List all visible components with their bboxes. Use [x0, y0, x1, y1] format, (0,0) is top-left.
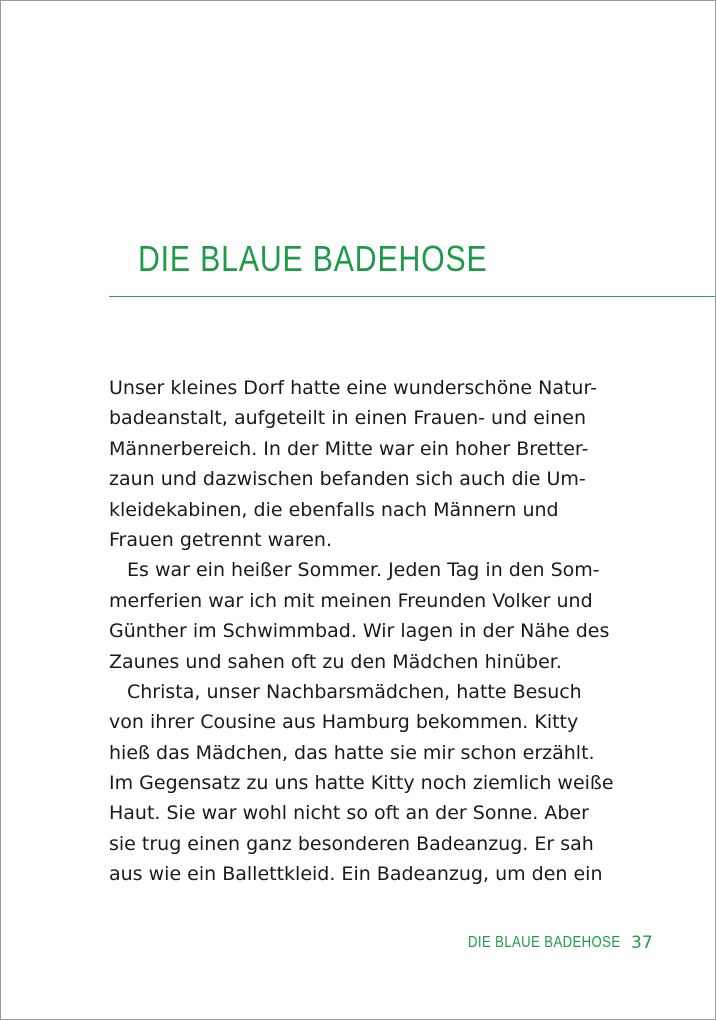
text-line: badeanstalt, aufgeteilt in einen Frauen- und einen	[109, 407, 586, 430]
text-line: Es war ein heißer Sommer. Jeden Tag in den Som-	[127, 559, 600, 582]
title-divider	[109, 296, 715, 297]
text-line: kleidekabinen, die ebenfalls nach Männern und	[109, 498, 559, 521]
text-line: Männerbereich. In der Mitte war ein hoher Bretter-	[109, 437, 589, 460]
body-text	[109, 373, 614, 890]
text-line: Zaunes und sahen oft zu den Mädchen hinüber.	[109, 650, 562, 673]
text-line: merferien war ich mit meinen Freunden Volker und	[109, 589, 593, 612]
text-line: Günther im Schwimmbad. Wir lagen in der Nähe des	[109, 620, 610, 643]
text-line: Haut. Sie war wohl nicht so oft an der Sonne. Aber	[109, 802, 589, 825]
text-line: Christa, unser Nachbarsmädchen, hatte Besuch	[127, 680, 582, 703]
text-line: sie trug einen ganz besonderen Badeanzug. Er sah	[109, 832, 594, 855]
running-title: DIE BLAUE BADEHOSE	[468, 934, 621, 951]
text-line: Im Gegensatz zu uns hatte Kitty noch ziemlich weiße	[109, 772, 614, 795]
text-line: aus wie ein Ballettkleid. Ein Badeanzug, um den ein	[109, 863, 603, 886]
text-line: Frauen getrennt waren.	[109, 528, 333, 551]
text-line: Unser kleines Dorf hatte eine wunderschöne Natur-	[109, 377, 597, 399]
page-number: 37	[631, 933, 653, 953]
text-line: hieß das Mädchen, das hatte sie mir schon erzählt.	[109, 741, 595, 764]
text-line: zaun und dazwischen befanden sich auch die Um-	[109, 468, 586, 491]
text-line: von ihrer Cousine aus Hamburg bekommen. Kitty	[109, 711, 579, 734]
chapter-title: DIE BLAUE BADEHOSE	[138, 238, 488, 279]
